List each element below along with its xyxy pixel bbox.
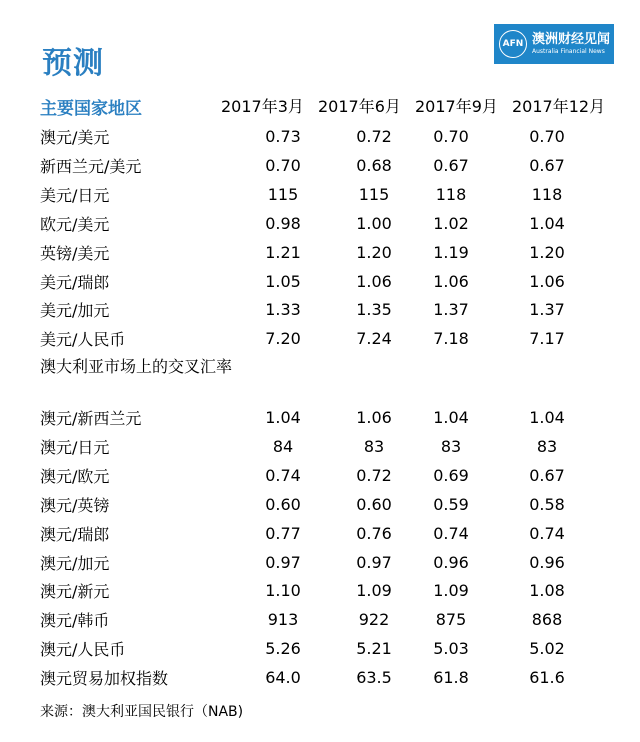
period-header: 2017年9月 <box>415 97 498 116</box>
table-header <box>0 92 640 120</box>
rate-value: 84 <box>272 436 294 456</box>
rate-value: 0.67 <box>529 155 565 175</box>
pair-label: 澳元/加元 <box>40 553 110 573</box>
rate-value: 1.37 <box>529 300 565 320</box>
table-row <box>0 520 640 548</box>
rate-value: 1.09 <box>433 581 469 601</box>
rate-value: 1.04 <box>265 408 301 427</box>
rate-value: 83 <box>536 436 558 456</box>
afn-logo-icon: AFN <box>499 30 527 58</box>
table-row <box>0 577 640 605</box>
pair-label: 美元/瑞郎 <box>40 272 110 292</box>
table-row <box>0 239 640 267</box>
rate-value: 64.0 <box>265 668 301 688</box>
rate-value: 1.06 <box>529 271 565 291</box>
rate-value: 1.04 <box>529 213 565 233</box>
table-row <box>0 210 640 238</box>
rate-value: 61.6 <box>529 668 565 688</box>
rate-value: 63.5 <box>356 668 392 688</box>
table-row <box>0 635 640 663</box>
pair-label: 美元/人民币 <box>40 330 126 350</box>
pair-label: 澳元/韩币 <box>40 611 110 631</box>
pair-label: 澳元/新西兰元 <box>40 409 142 428</box>
rate-value: 1.00 <box>356 213 392 233</box>
pair-label: 澳元/美元 <box>40 128 110 147</box>
rate-value: 1.06 <box>356 408 392 427</box>
rate-value: 5.21 <box>356 639 392 659</box>
rate-value: 1.09 <box>356 581 392 601</box>
rate-value: 1.35 <box>356 300 392 320</box>
table-row <box>0 664 640 692</box>
rate-value: 0.67 <box>433 155 469 175</box>
rate-value: 7.18 <box>433 329 469 349</box>
rate-value: 1.02 <box>433 213 469 233</box>
rate-value: 7.17 <box>529 329 565 349</box>
rate-value: 913 <box>267 610 299 630</box>
rate-value: 0.76 <box>356 523 392 543</box>
pair-label: 澳元贸易加权指数 <box>40 669 169 689</box>
rate-value: 0.72 <box>356 465 392 485</box>
rate-value: 1.04 <box>433 408 469 427</box>
rate-value: 83 <box>363 436 385 456</box>
pair-label: 新西兰元/美元 <box>40 156 142 176</box>
rate-value: 118 <box>531 184 563 204</box>
pair-label: 澳元/瑞郎 <box>40 524 110 544</box>
pair-label: 欧元/美元 <box>40 214 110 234</box>
table-row <box>0 268 640 296</box>
rate-value: 1.20 <box>356 242 392 262</box>
table-row <box>0 606 640 634</box>
rate-value: 0.70 <box>265 155 301 175</box>
header-label: 主要国家地区 <box>40 99 142 119</box>
rate-value: 1.06 <box>433 271 469 291</box>
table-row <box>0 152 640 180</box>
rate-value: 5.02 <box>529 639 565 659</box>
pair-label: 美元/加元 <box>40 301 110 321</box>
brand-logo <box>494 24 614 64</box>
logo-chinese-name: 澳洲财经见闻 <box>532 32 611 47</box>
rate-value: 1.04 <box>529 408 565 427</box>
rate-value: 118 <box>435 184 467 204</box>
table-row <box>0 296 640 324</box>
rate-value: 0.72 <box>356 127 392 146</box>
page-title: 预测 <box>42 46 104 81</box>
rate-value: 1.06 <box>356 271 392 291</box>
pair-label: 澳元/欧元 <box>40 466 110 486</box>
rate-value: 1.20 <box>529 242 565 262</box>
pair-label: 英镑/美元 <box>40 243 110 263</box>
rate-value: 0.97 <box>356 552 392 572</box>
rate-value: 0.60 <box>265 494 301 514</box>
rate-value: 0.70 <box>529 127 565 146</box>
rate-value: 0.67 <box>529 465 565 485</box>
rate-value: 0.68 <box>356 155 392 175</box>
rate-value: 0.69 <box>433 465 469 485</box>
pair-label: 澳元/新元 <box>40 582 110 602</box>
period-header: 2017年6月 <box>318 97 401 116</box>
table-row <box>0 404 640 432</box>
rate-value: 1.05 <box>265 271 301 291</box>
rate-value: 1.10 <box>265 581 301 601</box>
rate-value: 1.21 <box>265 242 301 262</box>
rate-value: 0.74 <box>433 523 469 543</box>
rate-value: 875 <box>435 610 467 630</box>
rate-value: 0.60 <box>356 494 392 514</box>
rate-value: 7.24 <box>356 329 392 349</box>
rate-value: 7.20 <box>265 329 301 349</box>
cross-rate-section-title: 澳大利亚市场上的交叉汇率 <box>40 357 233 376</box>
rate-value: 868 <box>531 610 563 630</box>
rate-value: 61.8 <box>433 668 469 688</box>
period-header: 2017年3月 <box>221 97 304 116</box>
source-note: 来源：澳大利亚国民银行（NAB) <box>40 704 244 720</box>
rate-value: 0.58 <box>529 494 565 514</box>
rate-value: 0.96 <box>433 552 469 572</box>
table-row <box>0 549 640 577</box>
rate-value: 115 <box>267 184 299 204</box>
rate-value: 0.74 <box>265 465 301 485</box>
table-row <box>0 181 640 209</box>
pair-label: 美元/日元 <box>40 185 110 205</box>
rate-value: 0.77 <box>265 523 301 543</box>
table-row <box>0 462 640 490</box>
table-row <box>0 123 640 151</box>
pair-label: 澳元/英镑 <box>40 495 110 515</box>
table-row <box>0 491 640 519</box>
rate-value: 0.73 <box>265 127 301 146</box>
pair-label: 澳元/日元 <box>40 437 110 457</box>
rate-value: 0.59 <box>433 494 469 514</box>
rate-value: 0.97 <box>265 552 301 572</box>
rate-value: 0.96 <box>529 552 565 572</box>
rate-value: 5.26 <box>265 639 301 659</box>
rate-value: 0.98 <box>265 213 301 233</box>
table-row <box>0 433 640 461</box>
rate-value: 1.33 <box>265 300 301 320</box>
rate-value: 115 <box>358 184 390 204</box>
rate-value: 1.19 <box>433 242 469 262</box>
logo-english-name: Australia Financial News <box>532 48 605 55</box>
rate-value: 1.08 <box>529 581 565 601</box>
rate-value: 0.70 <box>433 127 469 146</box>
pair-label: 澳元/人民币 <box>40 640 126 660</box>
period-header: 2017年12月 <box>512 97 606 116</box>
table-row <box>0 325 640 353</box>
rate-value: 5.03 <box>433 639 469 659</box>
rate-value: 0.74 <box>529 523 565 543</box>
rate-value: 922 <box>358 610 390 630</box>
rate-value: 83 <box>440 436 462 456</box>
rate-value: 1.37 <box>433 300 469 320</box>
